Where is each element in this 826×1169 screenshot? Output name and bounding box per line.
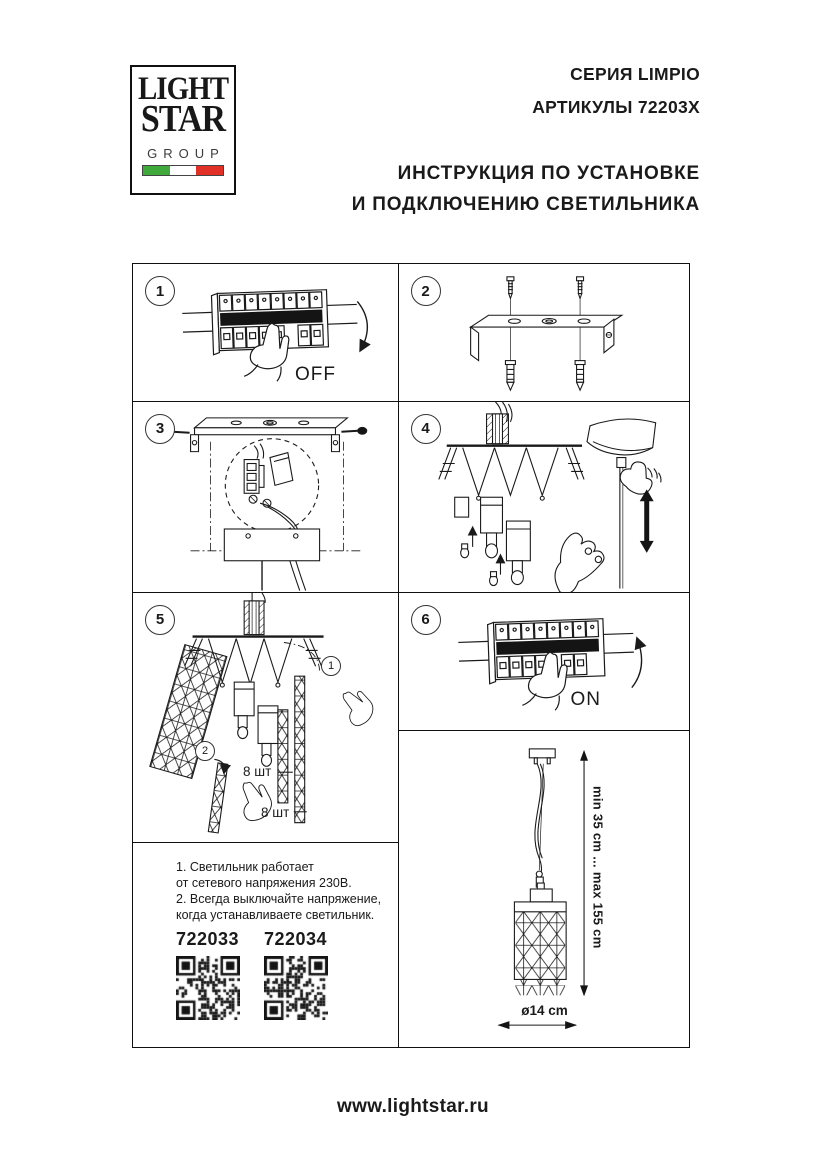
- step-number-badge: 4: [411, 414, 441, 444]
- flag-white: [170, 166, 197, 175]
- articles-title: АРТИКУЛЫ 72203X: [532, 97, 700, 117]
- quantity-label-1: 8 шт: [243, 763, 272, 779]
- switch-down-arrow: [357, 301, 367, 348]
- callout-2: 2: [195, 741, 215, 761]
- height-adjust-diagram: [399, 402, 690, 593]
- holding-hand: [543, 526, 611, 592]
- instruction-title-line2: И ПОДКЛЮЧЕНИЮ СВЕТИЛЬНИКА: [351, 194, 700, 215]
- canopy: [530, 889, 552, 902]
- note-line: когда устанавливаете светильник.: [176, 907, 375, 922]
- notes-panel: [132, 842, 399, 1049]
- screw-icon: [506, 277, 513, 299]
- switch-up-arrow: [631, 640, 641, 687]
- instruction-title-line1: ИНСТРУКЦИЯ ПО УСТАНОВКЕ: [397, 163, 700, 184]
- mounting-bracket-diagram: [399, 264, 690, 401]
- note-line: 1. Светильник работает: [176, 859, 314, 874]
- qr-code-722034: [264, 956, 328, 1020]
- detail-balloon: [225, 438, 318, 531]
- height-dimension-line: [580, 750, 588, 996]
- crystal-strip: [295, 676, 305, 823]
- breaker-on-diagram: [399, 593, 690, 731]
- series-title: СЕРИЯ LIMPIO: [570, 64, 700, 84]
- crystal-strip: [278, 709, 288, 802]
- lamp-socket: [234, 682, 278, 766]
- crystal-strip: [208, 762, 227, 832]
- logo-word-light: LIGHT: [137, 71, 229, 107]
- ceiling-bracket: [470, 315, 621, 360]
- canopy: [587, 419, 656, 467]
- height-range-label: min 35 cm ... max 155 cm: [590, 786, 606, 949]
- website-url: www.lightstar.ru: [337, 1096, 489, 1117]
- crystal-net: [150, 644, 227, 778]
- screw-icon: [576, 277, 583, 299]
- lightstar-logo: [130, 65, 236, 195]
- article-number-722034: 722034: [264, 928, 328, 949]
- step-number-badge: 3: [145, 414, 175, 444]
- quantity-label-2: 8 шт: [261, 804, 290, 820]
- crystal-frame-zigzag: [438, 447, 583, 500]
- step-number-badge: 5: [145, 605, 175, 635]
- wall-anchor-icon: [575, 361, 585, 391]
- note-line: 2. Всегда выключайте напряжение,: [176, 891, 382, 906]
- diameter-label: ø14 cm: [521, 1003, 568, 1018]
- instruction-grid: [132, 263, 690, 1048]
- dimensions-panel: [398, 730, 691, 1048]
- on-label: ON: [570, 688, 601, 710]
- step-panel-4: [398, 401, 691, 594]
- pendant-dimension-drawing: [399, 731, 690, 1047]
- flag-red: [196, 166, 223, 175]
- flag-green: [143, 166, 170, 175]
- suspension-cable: [534, 764, 541, 872]
- wall-anchor-icon: [505, 361, 515, 391]
- logo-word-star: STAR: [140, 98, 226, 141]
- step-panel-2: [398, 263, 691, 402]
- diameter-dimension-line: [497, 1021, 577, 1029]
- note-line: от сетевого напряжения 230В.: [176, 875, 352, 890]
- step-panel-1: [132, 263, 399, 402]
- step-panel-6: [398, 592, 691, 732]
- step-number-badge: 2: [411, 276, 441, 306]
- article-number-722033: 722033: [176, 928, 240, 949]
- italian-flag-stripe: [142, 165, 224, 176]
- callout-1: 1: [321, 656, 341, 676]
- up-down-arrow: [639, 489, 653, 553]
- step-panel-5: [132, 592, 399, 844]
- off-label: OFF: [295, 364, 336, 385]
- cable-lock: [616, 457, 625, 467]
- crystal-shade: [514, 902, 566, 995]
- pointing-hand: [333, 683, 380, 729]
- step-panel-3: [132, 401, 399, 594]
- step-number-badge: 6: [411, 605, 441, 635]
- qr-code-722033: [176, 956, 240, 1020]
- logo-word-group: GROUP: [147, 146, 225, 161]
- canopy: [224, 529, 319, 561]
- ceiling-plate: [529, 749, 555, 758]
- side-screw-icon: [341, 427, 366, 434]
- step-number-badge: 1: [145, 276, 175, 306]
